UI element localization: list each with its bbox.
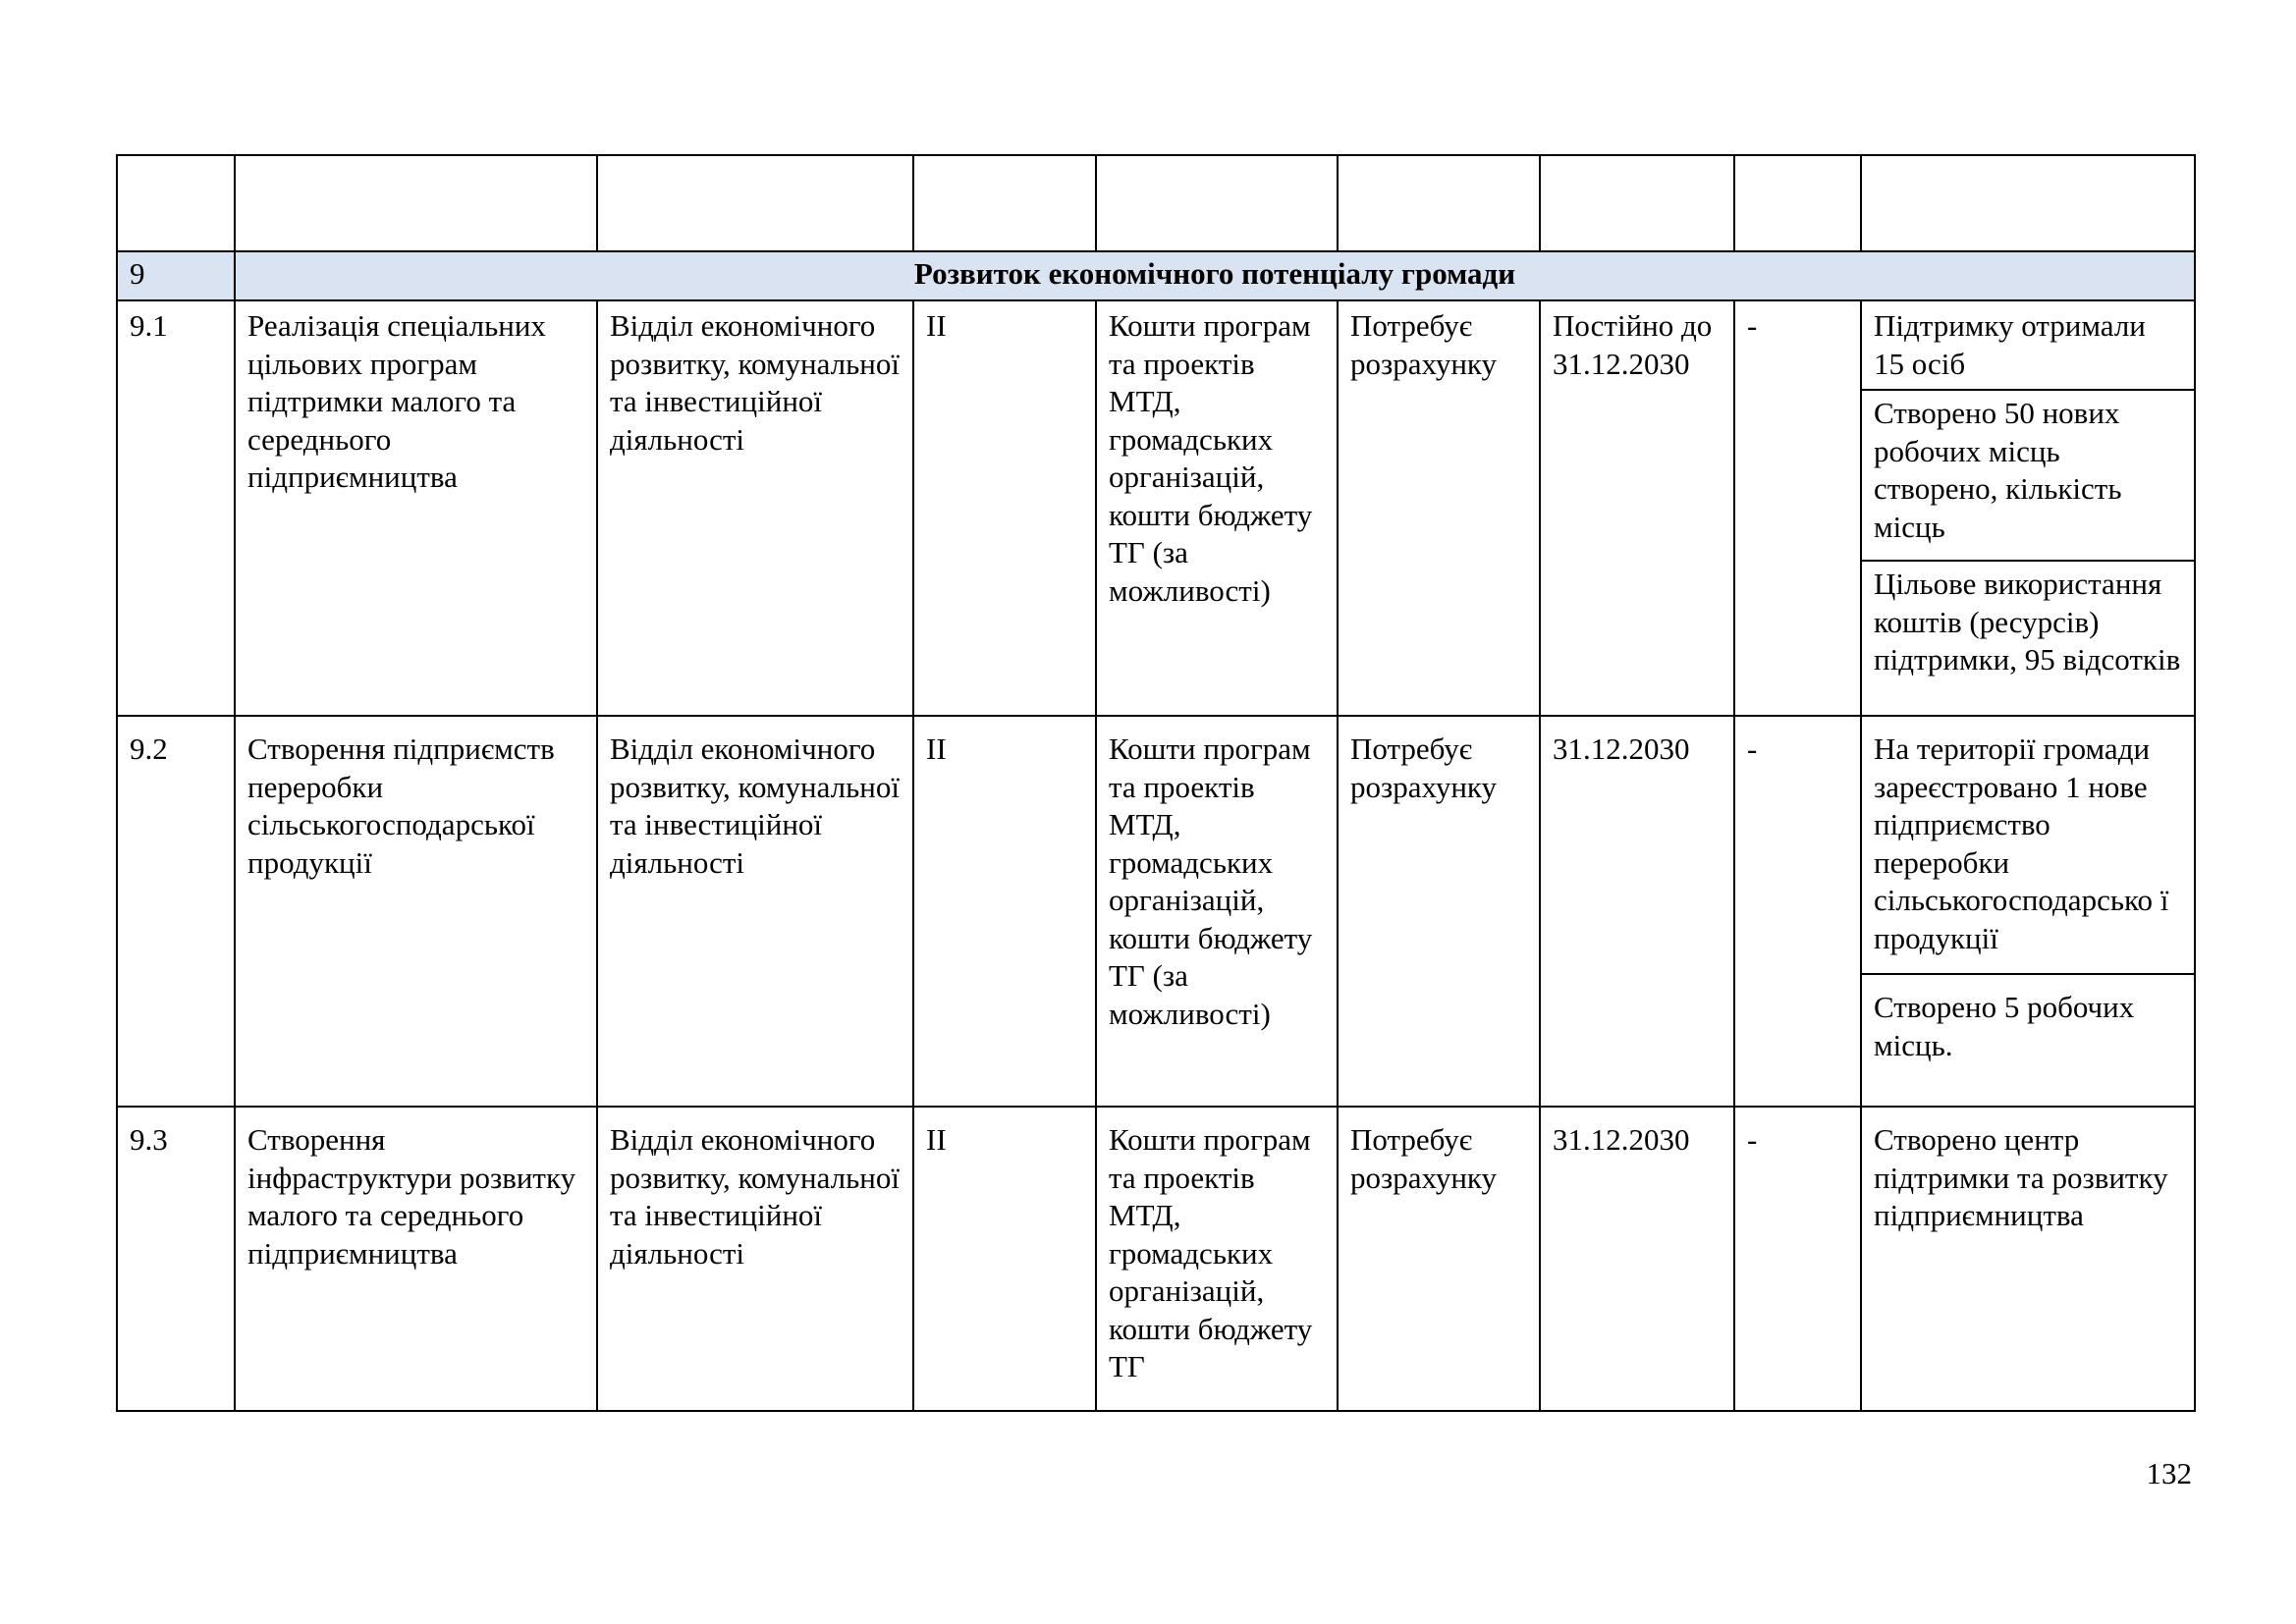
priority-cell: ІІ	[913, 300, 1096, 716]
blank-header-row	[117, 155, 2195, 251]
priority-cell: ІІ	[913, 716, 1096, 1107]
task-cell: Створення підприємств переробки сільськогосподарської продукції	[235, 716, 597, 1107]
section-row	[117, 251, 2195, 300]
section-number: 9	[117, 251, 235, 300]
blank-cell	[117, 155, 235, 251]
indicator-cell: На території громади зареєстровано 1 нове підприємство переробки сільськогосподарсько ї продукції	[1861, 716, 2195, 974]
cost-cell: Потребує розрахунку	[1338, 300, 1540, 716]
funding-cell: Кошти програм та проектів МТД, громадських організацій, кошти бюджету ТГ (за можливості)	[1096, 716, 1338, 1107]
blank-cell	[1096, 155, 1338, 251]
indicator-cell: Створено центр підтримки та розвитку підприємництва	[1861, 1107, 2195, 1411]
indicator-cell: Підтримку отримали 15 осіб	[1861, 300, 2195, 390]
cost-cell: Потребує розрахунку	[1338, 716, 1540, 1107]
blank-cell	[1338, 155, 1540, 251]
funding-cell: Кошти програм та проектів МТД, громадських організацій, кошти бюджету ТГ (за можливості)	[1096, 300, 1338, 716]
deadline-cell: 31.12.2030	[1540, 716, 1734, 1107]
task-cell: Створення інфраструктури розвитку малого та середнього підприємництва	[235, 1107, 597, 1411]
row-number: 9.2	[117, 716, 235, 1107]
executor-cell: Відділ економічного розвитку, комунальної та інвестиційної діяльності	[597, 300, 913, 716]
table-row	[117, 300, 2195, 390]
blank-cell	[597, 155, 913, 251]
page-number: 132	[2146, 1456, 2192, 1490]
section-title: Розвиток економічного потенціалу громади	[235, 251, 2195, 300]
table-row	[117, 716, 2195, 974]
row-number: 9.1	[117, 300, 235, 716]
blank-cell	[1861, 155, 2195, 251]
indicator-cell: Цільове використання коштів (ресурсів) підтримки, 95 відсотків	[1861, 561, 2195, 716]
executor-cell: Відділ економічного розвитку, комунальної та інвестиційної діяльності	[597, 716, 913, 1107]
blank-cell	[913, 155, 1096, 251]
funding-cell: Кошти програм та проектів МТД, громадських організацій, кошти бюджету ТГ	[1096, 1107, 1338, 1411]
blank-cell	[1734, 155, 1861, 251]
table-row	[117, 1107, 2195, 1411]
dash-cell: -	[1734, 300, 1861, 716]
blank-cell	[1540, 155, 1734, 251]
indicator-cell: Створено 5 робочих місць.	[1861, 974, 2195, 1107]
blank-cell	[235, 155, 597, 251]
dash-cell: -	[1734, 716, 1861, 1107]
dash-cell: -	[1734, 1107, 1861, 1411]
task-cell: Реалізація спеціальних цільових програм підтримки малого та середнього підприємництва	[235, 300, 597, 716]
executor-cell: Відділ економічного розвитку, комунальної та інвестиційної діяльності	[597, 1107, 913, 1411]
row-number: 9.3	[117, 1107, 235, 1411]
plan-table	[116, 154, 2196, 1412]
cost-cell: Потребує розрахунку	[1338, 1107, 1540, 1411]
indicator-cell: Створено 50 нових робочих місць створено, кількість місць	[1861, 390, 2195, 561]
priority-cell: ІІ	[913, 1107, 1096, 1411]
deadline-cell: Постійно до 31.12.2030	[1540, 300, 1734, 716]
deadline-cell: 31.12.2030	[1540, 1107, 1734, 1411]
